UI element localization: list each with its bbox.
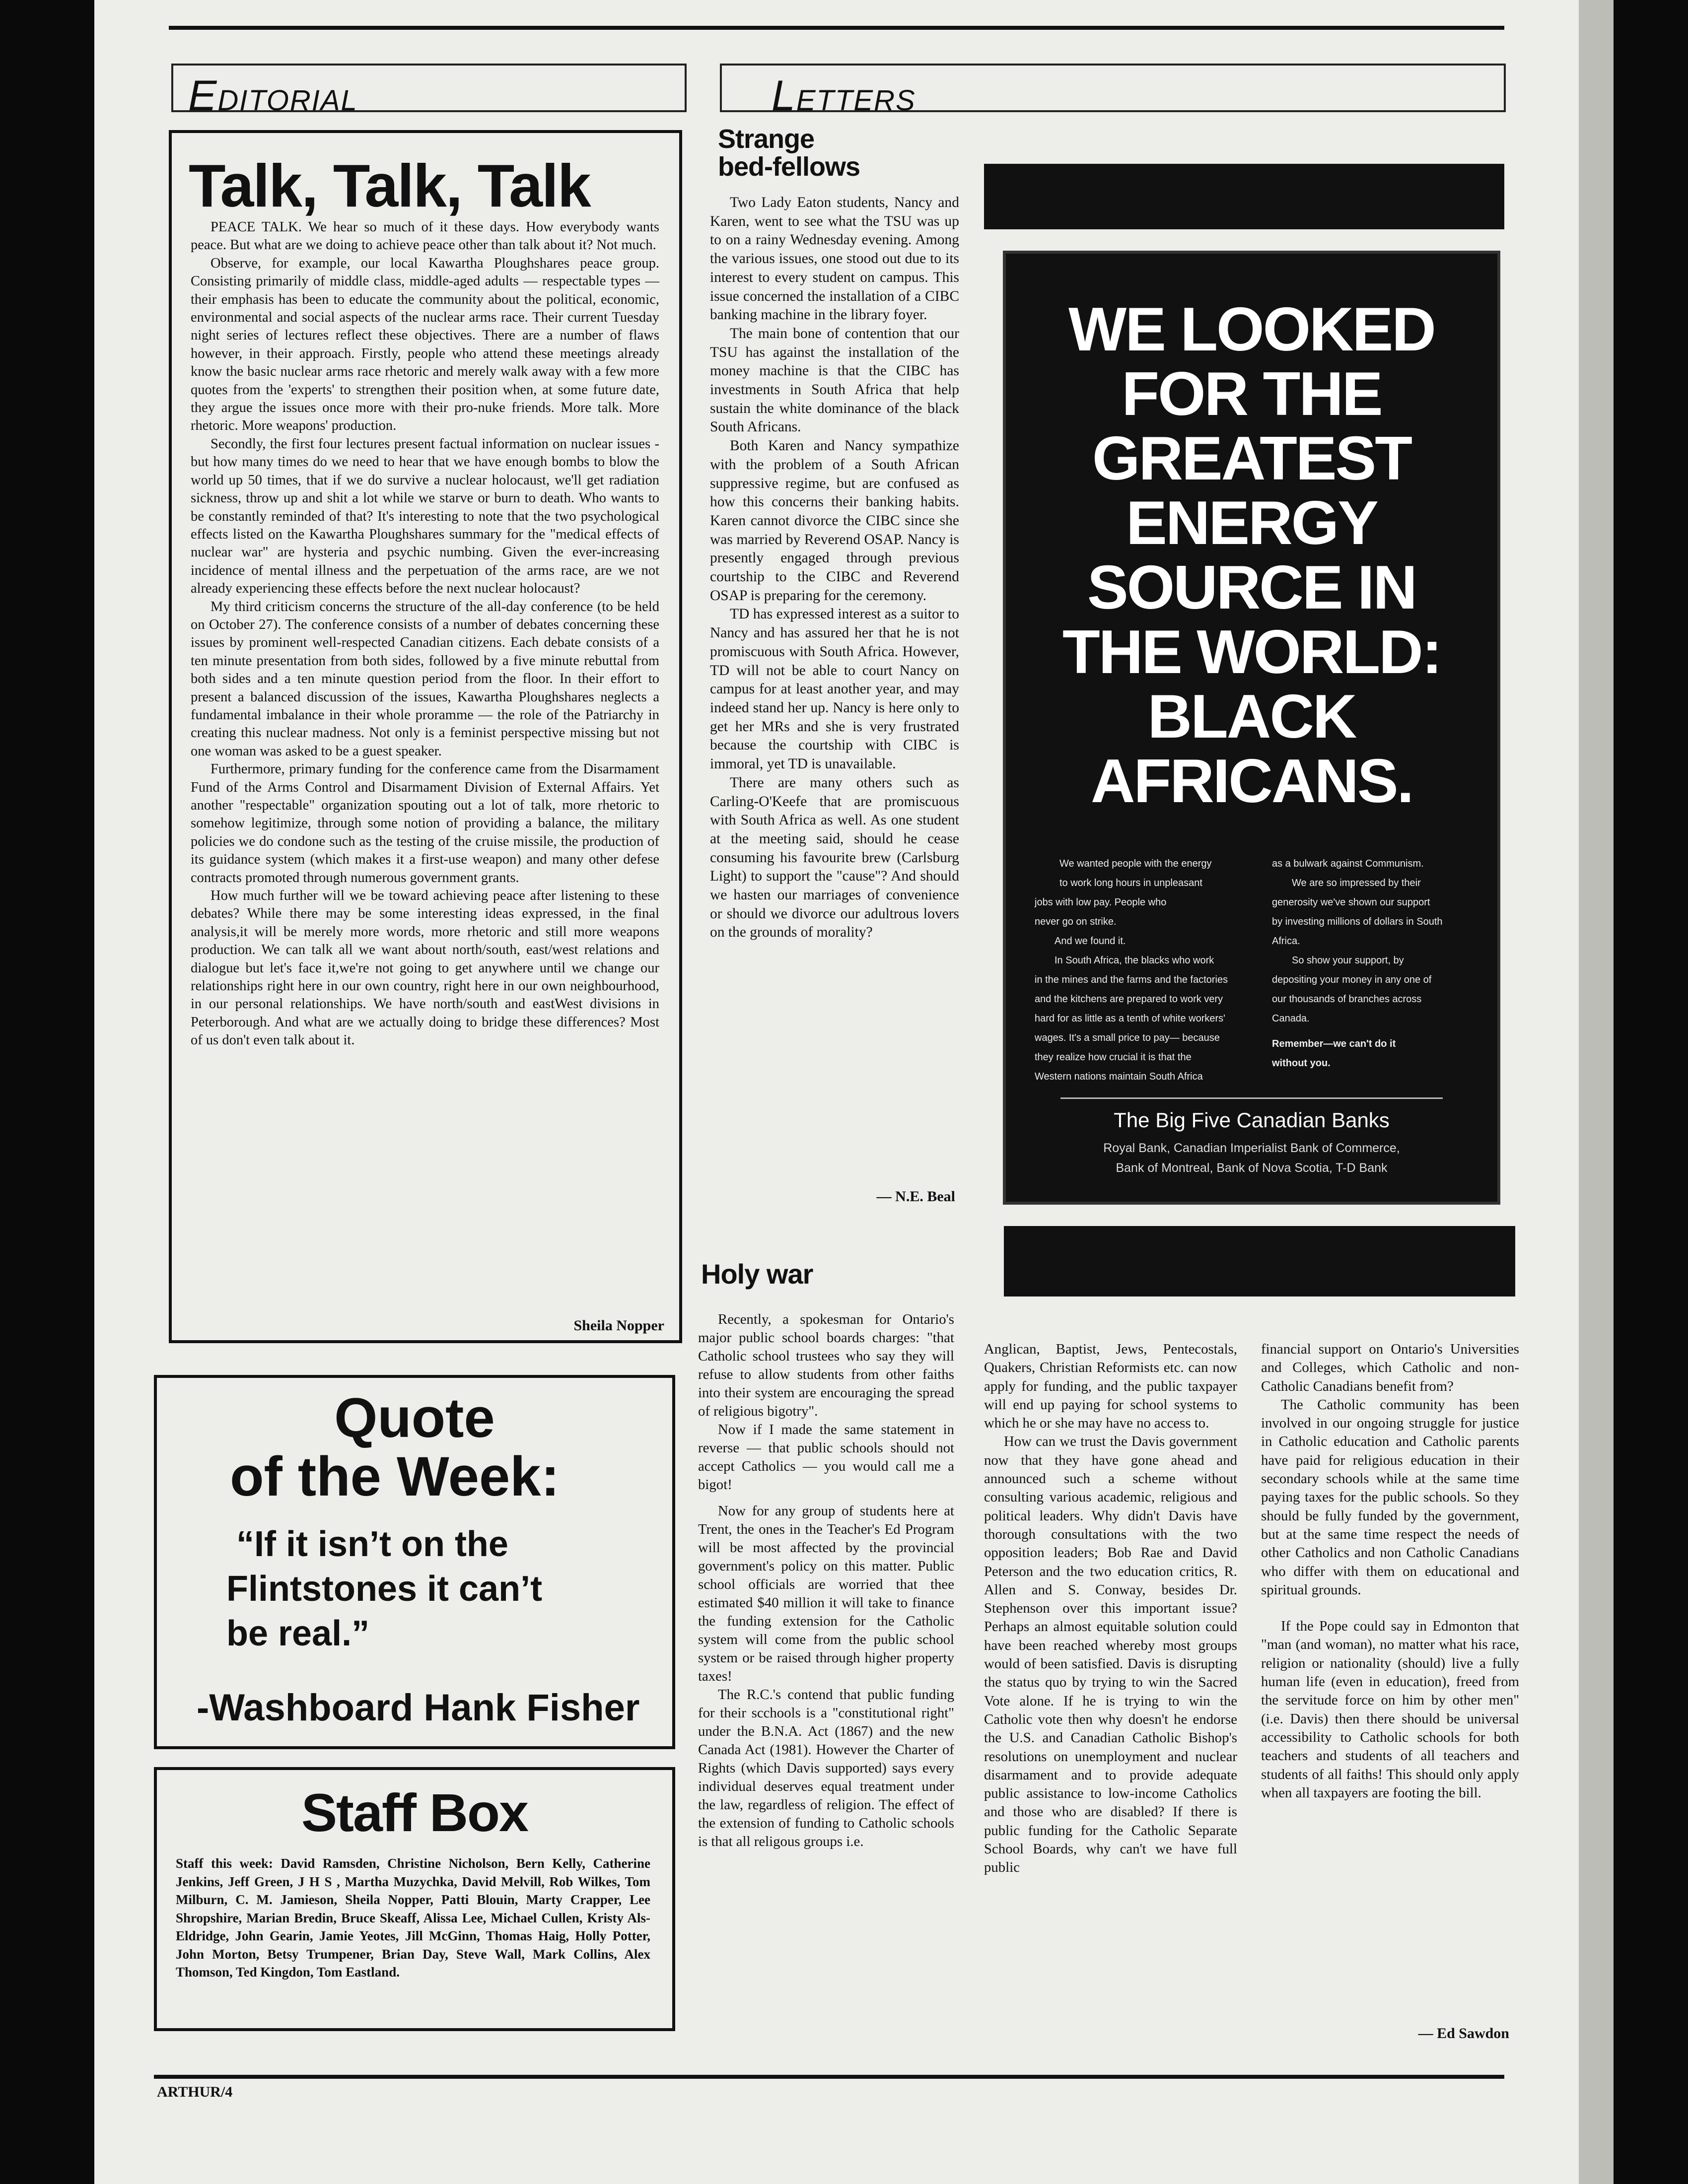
ad-headline-line: SOURCE IN	[1087, 553, 1416, 622]
editorial-paragraph: My third criticism concerns the structure of the all-day conference (to be held on October 27). The conference consists of a number of debates concerning these issues by prominent well-respected Canadian citizens. Each debate consists of a ten minute presentation from both sides, followed by a five minute rebuttal from both sides and a ten minute question period from the floor. In their effort to present a balanced discussion of the issues, Kawartha Ploughshares neglects a fundamental imbalance in their whole proramme — the role of the Patriarchy in creating this nuclear madness. Not only is a feminist perspective missing but not one woman was asked to be a guest speaker.	[191, 599, 659, 759]
ad-copy-line: they realize how crucial it is that the	[1035, 1052, 1192, 1063]
editorial-paragraph: PEACE TALK. We hear so much of it these days. How everybody wants peace. But what are we doing to achieve peace other than talk about it? Not much.	[191, 219, 659, 253]
top-rule	[169, 26, 1504, 30]
letters-section-header	[720, 64, 1506, 120]
ad-headline-line: WE LOOKED	[1068, 295, 1435, 364]
letter2-paragraph: The Catholic community has been involved in our ongoing struggle for justice in Catholic education and Catholic parents have paid for religious education in their secondary schools while at the same time paying taxes for the public schools. So they should be fully funded by the government, but at the same time respect the needs of other Catholics and non Catholic Canadians who differ with them on educational and spiritual grounds.	[1261, 1396, 1519, 1598]
letter1-title-line: Strange	[718, 124, 815, 154]
letter2-col2	[984, 1340, 1237, 1877]
quote-attribution: -Washboard Hank Fisher	[197, 1687, 640, 1729]
ad-copy-line: jobs with low pay. People who	[1035, 897, 1167, 908]
ad-copy-line: by investing millions of dollars in South	[1272, 916, 1443, 927]
letter1-signature: — N.E. Beal	[876, 1188, 955, 1205]
editorial-initial: E	[188, 72, 218, 120]
staff-title: Staff Box	[301, 1782, 528, 1843]
letter2-paragraph: Anglican, Baptist, Jews, Pentecostals, Quakers, Christian Reformists etc. can now apply for funding, and the public taxpayer will end up paying for school systems to which he or she may have no access to.	[984, 1341, 1237, 1432]
letter1-title	[718, 125, 860, 181]
ad-bottom-bar	[1004, 1226, 1515, 1297]
ad-headline-line: GREATEST	[1092, 424, 1411, 493]
ad-headline-line: AFRICANS.	[1090, 747, 1413, 816]
letter2-paragraph: How can we trust the Davis government now that they have gone ahead and announced such a scheme without consulting various academic, religious and political leaders. Why didn't Davis have thorough consultations with the two opposition leaders; Bob Rae and David Peterson and the two education critics, R. Allen and S. Conway, besides Dr. Stephenson over this important issue? Perhaps an almost equitable solution could have been reached whereby most groups would of been satisfied. Davis is disrupting the status quo by trying to win the Sacred Vote alone. If he is trying to win the Catholic vote then why doesn't he endorse the U.S. and Canadian Catholic Bishop's resolutions on unemployment and nuclear disarmament and to provide adequate public assistance to low-income Catholics and those who are disabled? If there is public funding for the Catholic Separate School Boards, why can't we have full public	[984, 1433, 1237, 1876]
letter1-paragraph: Both Karen and Nancy sympathize with the problem of a South African suppressive regime, but are confused as how this concerns their banking habits. Karen cannot divorce the CIBC since she was married by Reverend OSAP. Nancy is presently engaged through previous courtship to the CIBC and Reverend OSAP is preparing for the ceremony.	[710, 438, 959, 604]
ad-copy-line: Western nations maintain South Africa	[1035, 1071, 1203, 1082]
ad-copy-line: hard for as little as a tenth of white workers'	[1035, 1013, 1225, 1024]
letter2-paragraph: The R.C.'s contend that public funding for their scchools is a "constitutional right" under the B.N.A. Act (1867) and the new Canada Act (1981). However the Charter of Rights (which Davis supported) says every individual deserves equal treatment under the law, regardless of religion. The effect of the extension of funding to Catholic schools is that all religous groups i.e.	[698, 1687, 954, 1849]
ad-copy-line: wages. It's a small price to pay— because	[1035, 1032, 1220, 1043]
ad-copy-line: our thousands of branches across	[1272, 994, 1422, 1005]
ad-copy-left	[1035, 854, 1253, 1087]
ad-sponsor: The Big Five Canadian Banks	[1114, 1108, 1390, 1132]
staff-list: Staff this week: David Ramsden, Christine Nicholson, Bern Kelly, Catherine Jenkins, Jeff Green, J H S , Martha Muzychka, David Melvill, Rob Wilkes, Tom Milburn, C. M. Jamieson, Sheila Nopper, Patti Blouin, Marty Crapper, Lee Shropshire, Marian Bredin, Bruce Skeaff, Alissa Lee, Michael Cullen, Kristy AlsEldridge, John Gearin, Jamie Yeotes, Jill McGinn, Thomas Haig, Holly Potter, John Morton, Betsy Trumpener, Brian Day, Steve Wall, Mark Collins, Alex Thomson, Ted Kingdon, Tom Eastland.	[176, 1856, 650, 1979]
quote-title	[157, 1389, 672, 1506]
letter2-paragraph: financial support on Ontario's Universities and Colleges, which Catholic and non-Catholic Canadians benefit from?	[1261, 1341, 1519, 1394]
ad-rule	[1060, 1097, 1443, 1099]
quote-box	[154, 1375, 675, 1749]
ad-banks-line: Bank of Montreal, Bank of Nova Scotia, T-D Bank	[1116, 1161, 1388, 1175]
ad-top-bar	[984, 164, 1504, 229]
ad-copy-line: depositing your money in any one of	[1272, 974, 1432, 985]
quote-line: “If it isn’t on the	[236, 1524, 508, 1564]
ad-copy-line: Remember—we can't do it	[1272, 1038, 1396, 1049]
ad-copy-line: Canada.	[1272, 1013, 1310, 1024]
ad-headline-line: FOR THE	[1122, 360, 1382, 428]
letter2-paragraph: If the Pope could say in Edmonton that "man (and woman), no matter what his race, religion or nationality (should) live a fully human life (even in education), freed from the servitude force on him by other men" (i.e. Davis) then there should be universal accessibility to Catholic schools for both teachers and students of all teachers and students of all faiths! This should only apply when all taxpayers are footing the bill.	[1261, 1618, 1519, 1801]
editorial-section-header	[171, 64, 687, 120]
quote-text	[226, 1522, 542, 1656]
folio: ARTHUR/4	[157, 2084, 233, 2100]
ad-copy-line: We are so impressed by their	[1292, 878, 1421, 888]
ad-copy-line: in the mines and the farms and the factories	[1035, 974, 1228, 985]
ad-copy-line: as a bulwark against Communism.	[1272, 858, 1424, 869]
ad-copy-line: to work long hours in unpleasant	[1059, 878, 1202, 888]
ad-copy-line: and the kitchens are prepared to work very	[1035, 994, 1223, 1005]
letter2-col3	[1261, 1340, 1519, 1802]
editorial-body	[191, 218, 659, 1050]
ad-copy-line: never go on strike.	[1035, 916, 1117, 927]
editorial-paragraph: How much further will we be toward achieving peace after listening to these debates? While there may be some interesting ideas expressed, in the final analysis,it will be merely more words, more rhetoric and still more weapons production. We can talk all we want about north/south, east/west relations and dialogue but let's face it,we're not going to get anywhere until we change our relationships right here in our own country, right here in our own neighbourhood, in our personal relationships. We have north/south and eastWest divisions in Peterborough. And what are we actually doing to bridge these differences? Most of us don't even talk about it.	[191, 888, 659, 1048]
ad-copy-line: generosity we've shown our support	[1272, 897, 1430, 908]
editorial-label: DITORIAL	[217, 84, 358, 117]
ad-headline-line: ENERGY	[1126, 489, 1377, 557]
quote-line: Flintstones it can’t	[226, 1569, 543, 1609]
letter2-signature: — Ed Sawdon	[1418, 2025, 1509, 2042]
editorial-paragraph: Furthermore, primary funding for the conference came from the Disarmament Fund of the Arms Control and Disarmament Division of External Affairs. Yet another "respectable" organization spouting out a lot of talk, more rhetoric to somehow legitimize, through some notion of providing a balance, the military policies we do condone such as the testing of the cruise missile, the production of its guidance system (which makes it a first-use weapon) and many other defese contracts promoted through numerous government grants.	[191, 761, 659, 886]
ad-banks-line: Royal Bank, Canadian Imperialist Bank of Commerce,	[1103, 1141, 1400, 1155]
adjacent-page-edge	[1579, 0, 1614, 2184]
quote-line: be real.”	[226, 1614, 370, 1653]
ad-headline-line: THE WORLD:	[1062, 618, 1441, 686]
letter2-paragraph: Recently, a spokesman for Ontario's major public school boards charges: "that Catholic school trustees who say they will refuse to allow students from other faiths into their system are encouraging the spread of religious bigotry".	[698, 1311, 954, 1419]
ad-copy-line: We wanted people with the energy	[1059, 858, 1212, 869]
letters-initial: L	[772, 72, 796, 120]
letter1-paragraph: Two Lady Eaton students, Nancy and Karen, went to see what the TSU was up to on a rainy Wednesday evening. Among the various issues, one stood out due to its interest to every student on campus. This issue concerned the installation of a CIBC banking machine in the library foyer.	[710, 195, 959, 323]
editorial-headline: Talk, Talk, Talk	[189, 152, 590, 219]
ad-copy-line: And we found it.	[1055, 936, 1126, 947]
ad-copy-line: without you.	[1272, 1058, 1331, 1069]
letter1-paragraph: TD has expressed interest as a suitor to Nancy and has assured her that he is not promiscuous with South Africa. However, TD will not be able to court Nancy on campus for at least another year, and may indeed stand her up. Nancy is here only to get her MRs and she is very frustrated because the courtship with CIBC is immoral, yet TD is unavailable.	[710, 606, 959, 772]
ad-headline	[1006, 297, 1497, 814]
ad-copy-line: So show your support, by	[1292, 955, 1404, 966]
letter2-paragraph: Now if I made the same statement in reverse — that public schools should not accept Catholics — you would call me a bigot!	[698, 1422, 954, 1493]
bottom-rule	[154, 2075, 1504, 2079]
ad-copy-line: In South Africa, the blacks who work	[1055, 955, 1214, 966]
editorial-box	[169, 130, 682, 1343]
bank-ad	[1003, 251, 1500, 1205]
letter1-body	[710, 194, 959, 942]
ad-headline-line: BLACK	[1147, 682, 1356, 751]
editorial-signature: Sheila Nopper	[573, 1317, 664, 1334]
letter2-col1	[698, 1310, 954, 1851]
letter2-paragraph: Now for any group of students here at Trent, the ones in the Teacher's Ed Program will be most affected by the provincial government's policy on this matter. Public school officials are worried that thee estimated $40 million it will take to finance the funding extension for the Catholic system will come from the public school system or be raised through higher property taxes!	[698, 1503, 954, 1684]
letter2-title: Holy war	[701, 1258, 813, 1290]
letter1-title-line: bed-fellows	[718, 152, 860, 182]
editorial-paragraph: Secondly, the first four lectures present factual information on nuclear issues - but how many times do we need to hear that we have enough bombs to blow the world up 50 times, that if we do survive a nuclear holocaust, we'll get radiation sickness, throw up and shit a lot while we starve or burn to death. Who wants to be constantly reminded of that? It's interesting to note that the two psychological effects listed on the Kawartha Ploughshares summary for the "medical effects of nuclear war" are hysteria and psychic numbing. Given the ever-increasing incidence of mental illness and the perpetuation of the arms race, are we not already experiencing these effects before the next nuclear holocaust?	[191, 436, 659, 597]
letter1-paragraph: The main bone of contention that our TSU has against the installation of the money machine is that the CIBC has investments in South Africa that help sustain the white dominance of the black South Africans.	[710, 325, 959, 435]
quote-title-line: of the Week:	[230, 1445, 560, 1507]
letter1-paragraph: There are many others such as Carling-O'Keefe that are promiscuous with South Africa as well. As one student at the meeting said, should he cease consuming his favourite brew (Carlsburg Light) to support the "cause"? And should we hasten our marriages of convenience or should we divorce our adultrous lovers on the grounds of morality?	[710, 774, 959, 941]
staff-box	[154, 1767, 675, 2031]
editorial-paragraph: Observe, for example, our local Kawartha Ploughshares peace group. Consisting primarily of middle class, middle-aged adults — respectable types — their emphasis has been to educate the community about the political, economic, environmental and social aspects of the nuclear arms race. Their current Tuesday night series of lectures reflect these objectives. There are a number of flaws however, in their approach. Firstly, people who attend these meetings already know the basic nuclear arms race rhetoric and merely walk away with a few more quotes from the 'experts' to strengthen their position when, at some future date, they argue the issues once more with their pro-nuke friends. More talk. More rhetoric. More weapons' production.	[191, 255, 659, 434]
quote-title-line: Quote	[334, 1387, 495, 1449]
ad-copy-right	[1272, 854, 1480, 1073]
ad-copy-line: Africa.	[1272, 936, 1300, 947]
letters-label: ETTERS	[796, 84, 916, 117]
